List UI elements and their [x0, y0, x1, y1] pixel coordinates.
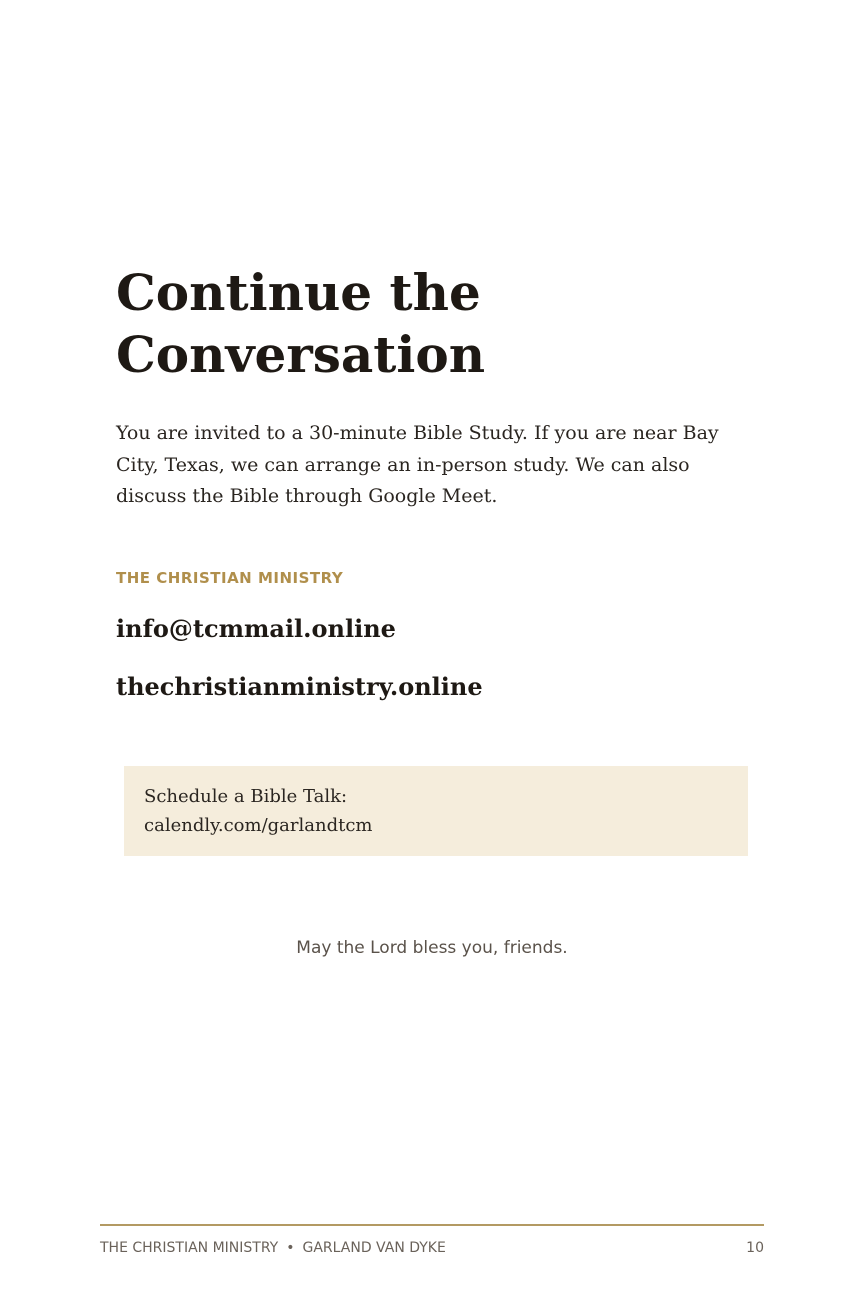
footer-publication: THE CHRISTIAN MINISTRY — [100, 1240, 279, 1256]
organization-label: THE CHRISTIAN MINISTRY — [116, 569, 344, 587]
invitation-paragraph: You are invited to a 30-minute Bible Study. If you are near Bay City, Texas, we can arrange an in-person study. We can also discuss the Bible through Google Meet. — [116, 422, 719, 507]
schedule-callout — [124, 766, 748, 856]
running-footer — [100, 1240, 446, 1256]
footer-author: GARLAND VAN DYKE — [302, 1240, 446, 1256]
footer-separator: • — [286, 1240, 295, 1256]
email-link[interactable]: info@tcmmail.online — [116, 614, 396, 643]
page-title: Continue the Conversation — [116, 263, 486, 384]
schedule-label: Schedule a Bible Talk: — [144, 786, 348, 807]
closing-blessing: May the Lord bless you, friends. — [296, 938, 568, 958]
website-link[interactable]: thechristianministry.online — [116, 672, 483, 701]
schedule-link[interactable]: calendly.com/garlandtcm — [144, 815, 373, 836]
footer-divider — [100, 1224, 764, 1226]
page-number: 10 — [746, 1240, 764, 1256]
